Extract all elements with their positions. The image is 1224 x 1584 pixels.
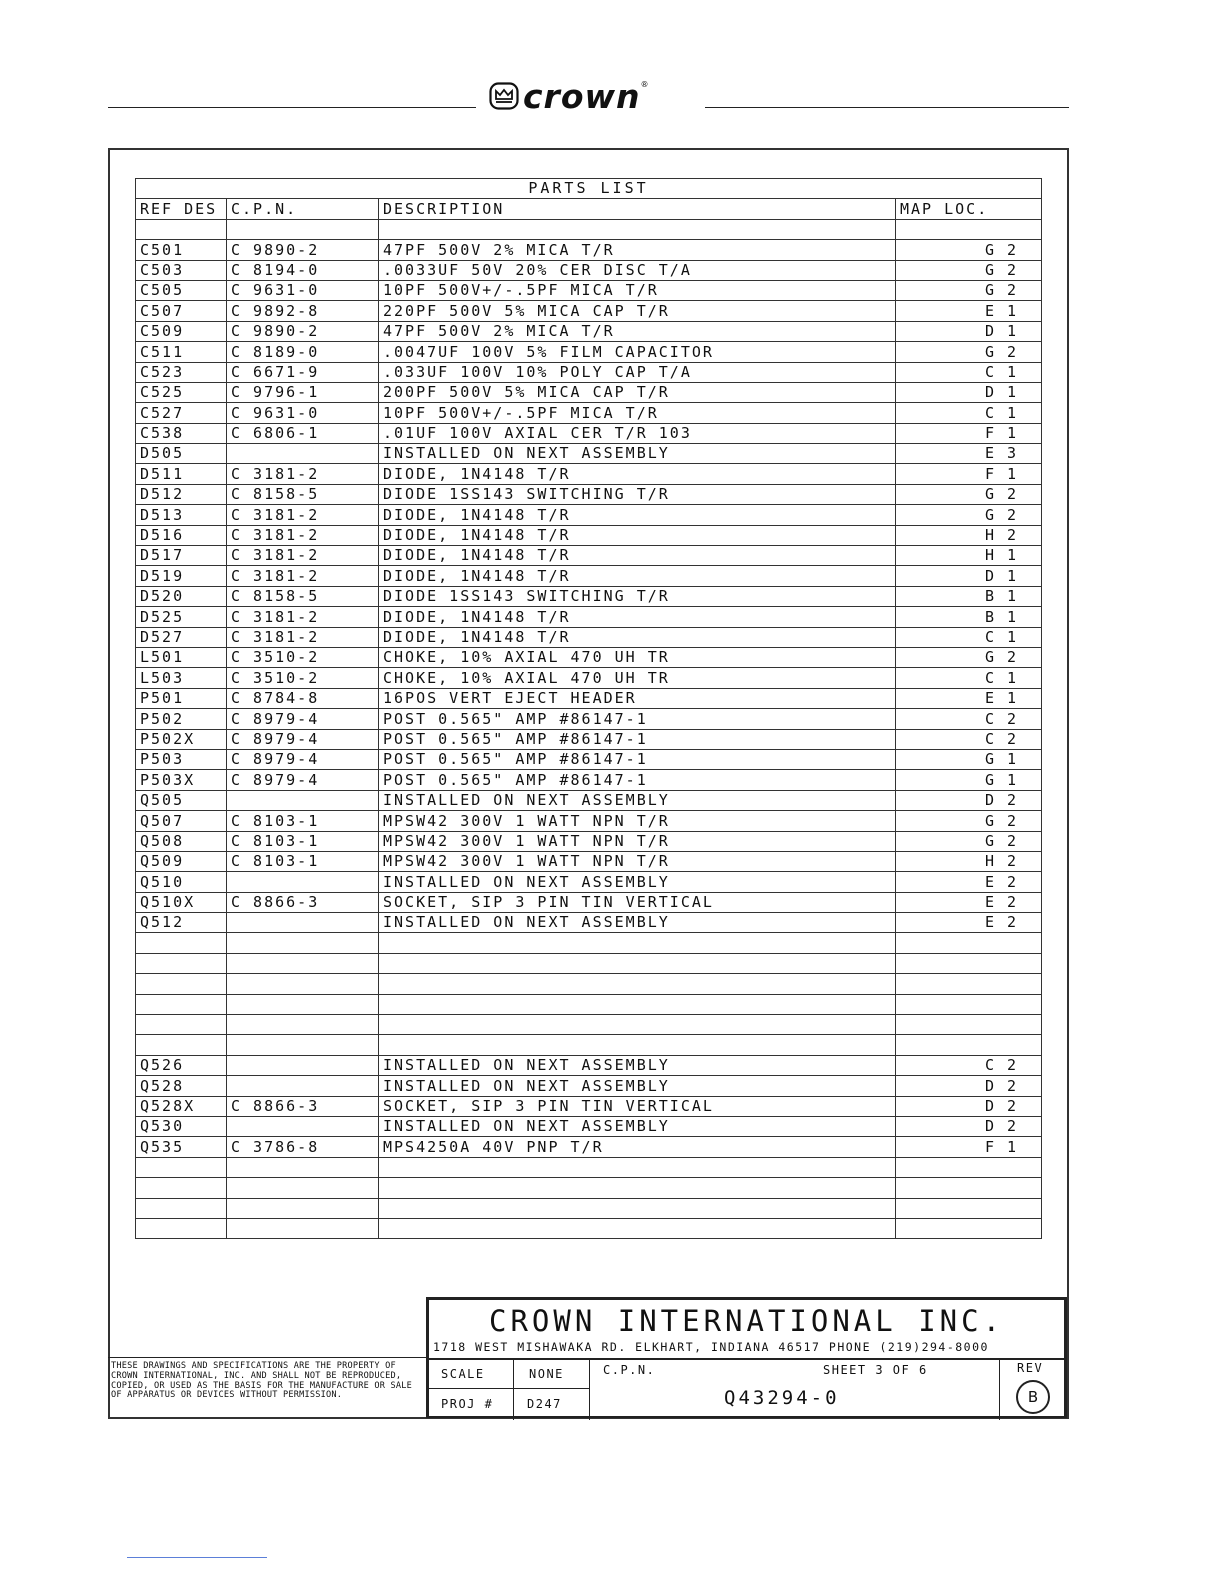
ref-des-cell: Q509 [136, 851, 227, 871]
cpn-cell [227, 1055, 379, 1075]
title-block [426, 1297, 1067, 1418]
scale-label: SCALE [441, 1367, 485, 1381]
header-rule-left [108, 107, 476, 108]
ref-des-cell: C525 [136, 382, 227, 402]
cpn-cell [227, 790, 379, 810]
description-cell: MPSW42 300V 1 WATT NPN T/R [379, 851, 896, 871]
table-row [136, 342, 1042, 362]
description-cell: POST 0.565" AMP #86147-1 [379, 729, 896, 749]
table-row [136, 607, 1042, 627]
map-loc-cell: G 2 [896, 505, 1042, 525]
table-row [136, 892, 1042, 912]
description-cell: DIODE, 1N4148 T/R [379, 525, 896, 545]
cpn-cell: C 3181-2 [227, 566, 379, 586]
ref-des-cell: L501 [136, 647, 227, 667]
map-loc-cell: G 1 [896, 770, 1042, 790]
ref-des-cell: Q507 [136, 811, 227, 831]
table-row [136, 913, 1042, 933]
description-cell: .01UF 100V AXIAL CER T/R 103 [379, 423, 896, 443]
column-header-description: DESCRIPTION [379, 199, 896, 219]
title-block-grid [429, 1358, 1067, 1420]
property-notice: THESE DRAWINGS AND SPECIFICATIONS ARE THE PROPERTY OF CROWN INTERNATIONAL, INC. AND SHALL NOT BE REPRODUCED, COPIED, OR USED AS THE BASIS FOR THE MANUFACTURE OR SALE OF APPARATUS OR DEVICES WITHOUT PERMISSION. [108, 1357, 426, 1418]
description-cell: DIODE, 1N4148 T/R [379, 546, 896, 566]
map-loc-cell: C 2 [896, 729, 1042, 749]
ref-des-cell: C538 [136, 423, 227, 443]
ref-des-cell: P502 [136, 709, 227, 729]
description-cell: 47PF 500V 2% MICA T/R [379, 240, 896, 260]
table-row [136, 403, 1042, 423]
blank-row [136, 1157, 1042, 1177]
cpn-cell: C 6806-1 [227, 423, 379, 443]
map-loc-cell: C 1 [896, 403, 1042, 423]
brand-wordmark: crown [523, 76, 641, 116]
description-cell: DIODE, 1N4148 T/R [379, 607, 896, 627]
company-name: CROWN INTERNATIONAL INC. [489, 1304, 1005, 1338]
map-loc-cell: D 1 [896, 566, 1042, 586]
cpn-cell: C 8158-5 [227, 484, 379, 504]
description-cell: POST 0.565" AMP #86147-1 [379, 749, 896, 769]
cpn-cell: C 8979-4 [227, 749, 379, 769]
cpn-cell: C 3181-2 [227, 627, 379, 647]
map-loc-cell: H 1 [896, 546, 1042, 566]
map-loc-cell: F 1 [896, 423, 1042, 443]
description-cell: DIODE, 1N4148 T/R [379, 566, 896, 586]
table-row [136, 1055, 1042, 1075]
proj-value: D247 [527, 1397, 562, 1411]
table-row [136, 770, 1042, 790]
map-loc-cell: E 2 [896, 913, 1042, 933]
table-row [136, 1096, 1042, 1116]
cpn-cell: C 8979-4 [227, 729, 379, 749]
blank-row [136, 1015, 1042, 1035]
blank-row [136, 933, 1042, 953]
cpn-cell [227, 872, 379, 892]
description-cell: DIODE 1SS143 SWITCHING T/R [379, 484, 896, 504]
description-cell: 47PF 500V 2% MICA T/R [379, 321, 896, 341]
ref-des-cell: Q512 [136, 913, 227, 933]
description-cell: POST 0.565" AMP #86147-1 [379, 770, 896, 790]
ref-des-cell: C509 [136, 321, 227, 341]
ref-des-cell: P501 [136, 688, 227, 708]
description-cell: 10PF 500V+/-.5PF MICA T/R [379, 280, 896, 300]
map-loc-cell: G 2 [896, 240, 1042, 260]
map-loc-cell: C 1 [896, 627, 1042, 647]
cpn-cell: C 9892-8 [227, 301, 379, 321]
table-row [136, 362, 1042, 382]
table-row [136, 525, 1042, 545]
rev-circle [1016, 1380, 1050, 1414]
ref-des-cell: Q530 [136, 1116, 227, 1136]
table-row [136, 729, 1042, 749]
cpn-cell: C 9631-0 [227, 403, 379, 423]
ref-des-cell: C527 [136, 403, 227, 423]
description-cell: .0047UF 100V 5% FILM CAPACITOR [379, 342, 896, 362]
map-loc-cell: G 2 [896, 831, 1042, 851]
map-loc-cell: G 1 [896, 749, 1042, 769]
table-row [136, 484, 1042, 504]
ref-des-cell: D505 [136, 444, 227, 464]
cpn-cell: C 8189-0 [227, 342, 379, 362]
map-loc-cell: E 2 [896, 892, 1042, 912]
ref-des-cell: D527 [136, 627, 227, 647]
map-loc-cell: F 1 [896, 464, 1042, 484]
cpn-cell: C 3786-8 [227, 1137, 379, 1157]
description-cell: CHOKE, 10% AXIAL 470 UH TR [379, 668, 896, 688]
table-row [136, 811, 1042, 831]
description-cell: SOCKET, SIP 3 PIN TIN VERTICAL [379, 892, 896, 912]
cpn-value: Q43294-0 [724, 1387, 840, 1409]
map-loc-cell: D 2 [896, 1076, 1042, 1096]
description-cell: .033UF 100V 10% POLY CAP T/A [379, 362, 896, 382]
map-loc-cell: B 1 [896, 607, 1042, 627]
table-row [136, 647, 1042, 667]
blank-row [136, 1178, 1042, 1198]
description-cell: MPS4250A 40V PNP T/R [379, 1137, 896, 1157]
ref-des-cell: D513 [136, 505, 227, 525]
blank-row [136, 953, 1042, 973]
cpn-cell [227, 913, 379, 933]
company-address: 1718 WEST MISHAWAKA RD. ELKHART, INDIANA 46517 PHONE (219)294-8000 [433, 1340, 989, 1354]
rev-label: REV [1017, 1361, 1044, 1375]
ref-des-cell: Q510 [136, 872, 227, 892]
cpn-cell: C 9890-2 [227, 321, 379, 341]
cpn-cell: C 3181-2 [227, 546, 379, 566]
cpn-cell [227, 444, 379, 464]
table-row [136, 464, 1042, 484]
crown-emblem-icon [489, 82, 519, 110]
ref-des-cell: Q510X [136, 892, 227, 912]
description-cell: DIODE, 1N4148 T/R [379, 505, 896, 525]
scale-value: NONE [529, 1367, 564, 1381]
map-loc-cell: D 2 [896, 790, 1042, 810]
ref-des-cell: D520 [136, 586, 227, 606]
column-header-ref-des: REF DES [136, 199, 227, 219]
sheet-number: SHEET 3 OF 6 [823, 1363, 928, 1377]
footer-underline [127, 1557, 267, 1558]
description-cell: MPSW42 300V 1 WATT NPN T/R [379, 811, 896, 831]
cpn-cell: C 9631-0 [227, 280, 379, 300]
table-row [136, 444, 1042, 464]
map-loc-cell: G 2 [896, 280, 1042, 300]
map-loc-cell: C 1 [896, 668, 1042, 688]
table-row [136, 586, 1042, 606]
description-cell: CHOKE, 10% AXIAL 470 UH TR [379, 647, 896, 667]
ref-des-cell: Q526 [136, 1055, 227, 1075]
blank-row [136, 994, 1042, 1014]
table-row [136, 423, 1042, 443]
cpn-cell: C 8866-3 [227, 892, 379, 912]
ref-des-cell: Q535 [136, 1137, 227, 1157]
ref-des-cell: Q528 [136, 1076, 227, 1096]
table-row [136, 627, 1042, 647]
blank-row [136, 974, 1042, 994]
cpn-cell: C 3510-2 [227, 668, 379, 688]
rev-value: B [1027, 1388, 1039, 1406]
parts-list-table [135, 178, 1042, 1239]
table-row [136, 280, 1042, 300]
description-cell: INSTALLED ON NEXT ASSEMBLY [379, 790, 896, 810]
blank-row [136, 1035, 1042, 1055]
map-loc-cell: G 2 [896, 647, 1042, 667]
table-row [136, 831, 1042, 851]
ref-des-cell: Q508 [136, 831, 227, 851]
ref-des-cell: Q505 [136, 790, 227, 810]
table-row [136, 505, 1042, 525]
table-row [136, 688, 1042, 708]
cpn-cell: C 3181-2 [227, 525, 379, 545]
cpn-cell: C 8866-3 [227, 1096, 379, 1116]
table-row [136, 872, 1042, 892]
ref-des-cell: P503 [136, 749, 227, 769]
cpn-cell [227, 1076, 379, 1096]
cpn-cell: C 8194-0 [227, 260, 379, 280]
table-row [136, 321, 1042, 341]
description-cell: INSTALLED ON NEXT ASSEMBLY [379, 1076, 896, 1096]
description-cell: SOCKET, SIP 3 PIN TIN VERTICAL [379, 1096, 896, 1116]
map-loc-cell: C 2 [896, 709, 1042, 729]
blank-row [136, 1198, 1042, 1218]
map-loc-cell: C 1 [896, 362, 1042, 382]
table-row [136, 1076, 1042, 1096]
ref-des-cell: C501 [136, 240, 227, 260]
table-row [136, 749, 1042, 769]
table-row [136, 260, 1042, 280]
map-loc-cell: H 2 [896, 851, 1042, 871]
cpn-cell: C 3181-2 [227, 505, 379, 525]
ref-des-cell: Q528X [136, 1096, 227, 1116]
table-row [136, 709, 1042, 729]
map-loc-cell: F 1 [896, 1137, 1042, 1157]
cpn-cell: C 8103-1 [227, 851, 379, 871]
ref-des-cell: C507 [136, 301, 227, 321]
cpn-cell: C 3181-2 [227, 464, 379, 484]
description-cell: DIODE, 1N4148 T/R [379, 627, 896, 647]
map-loc-cell: E 1 [896, 301, 1042, 321]
ref-des-cell: L503 [136, 668, 227, 688]
description-cell: INSTALLED ON NEXT ASSEMBLY [379, 913, 896, 933]
table-row [136, 240, 1042, 260]
ref-des-cell: P503X [136, 770, 227, 790]
table-row [136, 566, 1042, 586]
description-cell: DIODE 1SS143 SWITCHING T/R [379, 586, 896, 606]
map-loc-cell: D 1 [896, 382, 1042, 402]
ref-des-cell: D519 [136, 566, 227, 586]
ref-des-cell: C511 [136, 342, 227, 362]
table-row [136, 301, 1042, 321]
ref-des-cell: C505 [136, 280, 227, 300]
map-loc-cell: D 1 [896, 321, 1042, 341]
table-row [136, 790, 1042, 810]
map-loc-cell: G 2 [896, 811, 1042, 831]
description-cell: POST 0.565" AMP #86147-1 [379, 709, 896, 729]
ref-des-cell: D525 [136, 607, 227, 627]
map-loc-cell: C 2 [896, 1055, 1042, 1075]
ref-des-cell: C503 [136, 260, 227, 280]
map-loc-cell: G 2 [896, 484, 1042, 504]
blank-row [136, 219, 1042, 239]
proj-label: PROJ # [441, 1397, 494, 1411]
cpn-label: C.P.N. [603, 1363, 656, 1377]
blank-row [136, 1218, 1042, 1238]
cpn-cell: C 8103-1 [227, 831, 379, 851]
cpn-cell: C 8979-4 [227, 709, 379, 729]
registered-mark: ® [640, 79, 649, 89]
ref-des-cell: D511 [136, 464, 227, 484]
map-loc-cell: B 1 [896, 586, 1042, 606]
description-cell: INSTALLED ON NEXT ASSEMBLY [379, 1055, 896, 1075]
cpn-cell: C 8979-4 [227, 770, 379, 790]
table-row [136, 546, 1042, 566]
map-loc-cell: G 2 [896, 342, 1042, 362]
table-row [136, 668, 1042, 688]
table-row [136, 1137, 1042, 1157]
description-cell: 16POS VERT EJECT HEADER [379, 688, 896, 708]
column-header-map-loc: MAP LOC. [896, 199, 1042, 219]
cpn-cell [227, 1116, 379, 1136]
column-header-cpn: C.P.N. [227, 199, 379, 219]
table-row [136, 851, 1042, 871]
map-loc-cell: G 2 [896, 260, 1042, 280]
map-loc-cell: E 2 [896, 872, 1042, 892]
cpn-cell: C 3181-2 [227, 607, 379, 627]
ref-des-cell: P502X [136, 729, 227, 749]
cpn-cell: C 8784-8 [227, 688, 379, 708]
ref-des-cell: D512 [136, 484, 227, 504]
map-loc-cell: D 2 [896, 1116, 1042, 1136]
description-cell: 10PF 500V+/-.5PF MICA T/R [379, 403, 896, 423]
description-cell: 220PF 500V 5% MICA CAP T/R [379, 301, 896, 321]
crown-logo [489, 78, 701, 114]
cpn-cell: C 3510-2 [227, 647, 379, 667]
description-cell: INSTALLED ON NEXT ASSEMBLY [379, 872, 896, 892]
parts-list-title: PARTS LIST [136, 179, 1042, 199]
description-cell: MPSW42 300V 1 WATT NPN T/R [379, 831, 896, 851]
table-row [136, 1116, 1042, 1136]
map-loc-cell: E 3 [896, 444, 1042, 464]
description-cell: INSTALLED ON NEXT ASSEMBLY [379, 1116, 896, 1136]
ref-des-cell: C523 [136, 362, 227, 382]
table-row [136, 382, 1042, 402]
map-loc-cell: D 2 [896, 1096, 1042, 1116]
ref-des-cell: D517 [136, 546, 227, 566]
description-cell: .0033UF 50V 20% CER DISC T/A [379, 260, 896, 280]
cpn-cell: C 8158-5 [227, 586, 379, 606]
cpn-cell: C 9796-1 [227, 382, 379, 402]
description-cell: INSTALLED ON NEXT ASSEMBLY [379, 444, 896, 464]
map-loc-cell: H 2 [896, 525, 1042, 545]
description-cell: DIODE, 1N4148 T/R [379, 464, 896, 484]
cpn-cell: C 9890-2 [227, 240, 379, 260]
map-loc-cell: E 1 [896, 688, 1042, 708]
cpn-cell: C 8103-1 [227, 811, 379, 831]
cpn-cell: C 6671-9 [227, 362, 379, 382]
header-rule-right [705, 107, 1069, 108]
description-cell: 200PF 500V 5% MICA CAP T/R [379, 382, 896, 402]
ref-des-cell: D516 [136, 525, 227, 545]
